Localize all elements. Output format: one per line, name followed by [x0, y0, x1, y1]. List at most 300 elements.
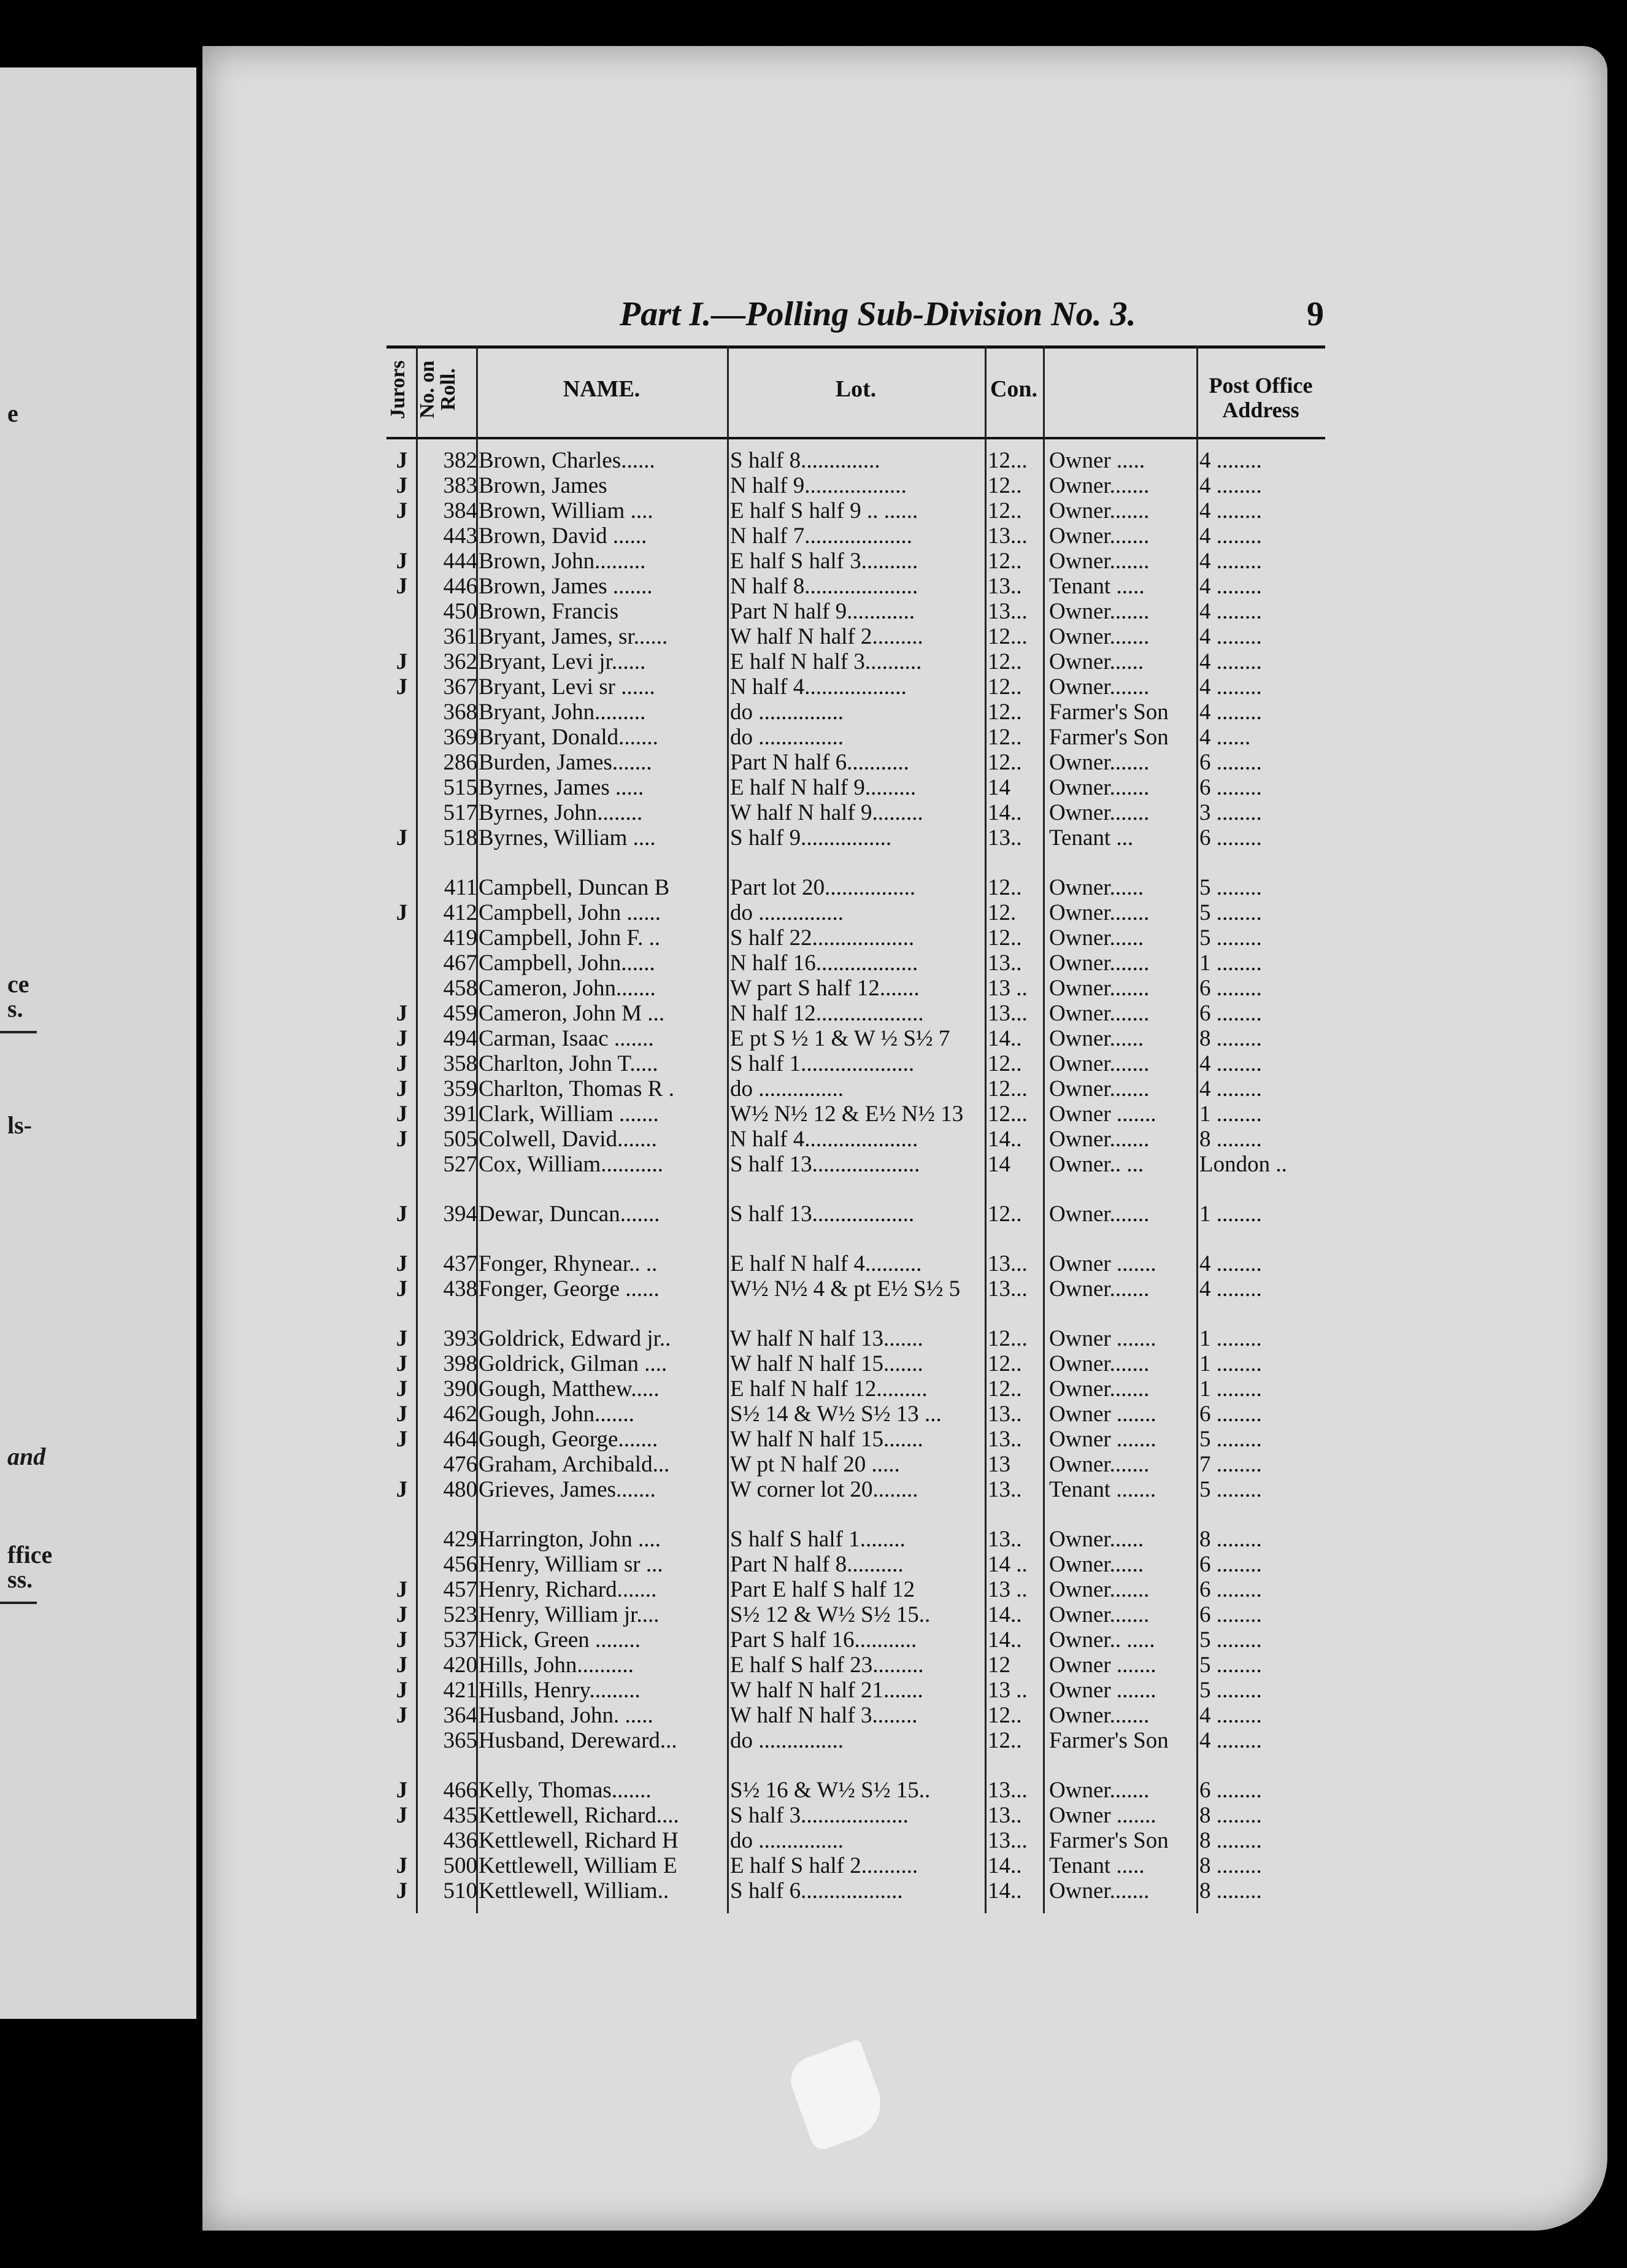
post-office-address: 4 ........ [1199, 599, 1262, 624]
table-row [387, 574, 1325, 599]
voter-name: Byrnes, James ..... [479, 775, 644, 800]
roll-number: 382 [443, 448, 477, 473]
post-office-address: 8 ........ [1199, 1803, 1262, 1828]
concession: 12. [988, 900, 1017, 925]
roll-number: 510 [443, 1878, 477, 1904]
roll-number: 480 [443, 1477, 477, 1502]
juror-mark: J [396, 1326, 408, 1351]
juror-mark: J [396, 1051, 408, 1076]
voter-name: Byrnes, William .... [479, 825, 656, 850]
concession: 12.. [988, 1703, 1022, 1728]
lot-description: W half N half 2......... [730, 624, 923, 649]
table-row [387, 1853, 1325, 1878]
voter-name: Hills, John.......... [479, 1653, 634, 1678]
post-office-address: 8 ........ [1199, 1828, 1262, 1853]
roll-number-column-header: No. on Roll. [416, 360, 460, 419]
juror-mark: J [396, 1276, 408, 1302]
post-office-address: 8 ........ [1199, 1527, 1262, 1552]
voter-status: Owner....... [1049, 473, 1150, 498]
table-row [387, 1653, 1325, 1678]
post-office-address: 5 ........ [1199, 1427, 1262, 1452]
lot-description: N half 8.................... [730, 574, 918, 599]
voter-status: Owner....... [1049, 599, 1150, 624]
roll-number: 537 [443, 1627, 477, 1653]
table-row [387, 1001, 1325, 1026]
voter-status: Owner ....... [1049, 1251, 1156, 1276]
post-office-address: 5 ........ [1199, 1477, 1262, 1502]
roll-number: 476 [443, 1452, 477, 1477]
lot-description: N half 4.................. [730, 674, 907, 700]
voter-name: Cameron, John....... [479, 976, 656, 1001]
lot-description: Part N half 8.......... [730, 1552, 904, 1577]
concession: 12... [988, 1076, 1028, 1101]
roll-number: 421 [443, 1678, 477, 1703]
post-office-address: 6 ........ [1199, 750, 1262, 775]
table-row [387, 674, 1325, 700]
name-column-header: NAME. [563, 376, 640, 402]
voter-status: Owner....... [1049, 1276, 1150, 1302]
concession: 13... [988, 1778, 1028, 1803]
voter-status: Owner...... [1049, 1026, 1144, 1051]
table-row [387, 1076, 1325, 1101]
voter-status: Owner....... [1049, 976, 1150, 1001]
voter-status: Tenant ....... [1049, 1477, 1156, 1502]
column-header-rule [387, 437, 1325, 439]
roll-number: 500 [443, 1853, 477, 1878]
roll-number: 443 [443, 523, 477, 549]
voters-table [387, 448, 1325, 1904]
concession: 14 [988, 1152, 1010, 1177]
concession: 12... [988, 448, 1028, 473]
voter-name: Goldrick, Edward jr.. [479, 1326, 671, 1351]
lot-description: E half S half 2.......... [730, 1853, 918, 1878]
roll-number: 450 [443, 599, 477, 624]
juror-mark: J [396, 1878, 408, 1904]
post-office-address: 8 ........ [1199, 1026, 1262, 1051]
roll-number: 505 [443, 1127, 477, 1152]
voter-name: Byrnes, John........ [479, 800, 643, 825]
table-row [387, 750, 1325, 775]
concession: 12.. [988, 750, 1022, 775]
voter-name: Campbell, John ...... [479, 900, 661, 925]
juror-mark: J [396, 549, 408, 574]
lot-description: W½ N½ 12 & E½ N½ 13 [730, 1101, 964, 1127]
lot-description: Part N half 9............ [730, 599, 915, 624]
voter-name: Kettlewell, Richard.... [479, 1803, 679, 1828]
lot-description: N half 7................... [730, 523, 912, 549]
voter-status: Owner....... [1049, 1202, 1150, 1227]
juror-mark: J [396, 1653, 408, 1678]
left-page-text: e [7, 399, 18, 427]
left-page-text: s. [7, 995, 23, 1022]
voter-name: Henry, Richard....... [479, 1577, 657, 1602]
lot-description: W half N half 15....... [730, 1351, 923, 1376]
voter-name: Charlton, Thomas R . [479, 1076, 674, 1101]
voter-status: Owner ....... [1049, 1678, 1156, 1703]
header-rule [387, 345, 1325, 349]
post-office-address: 1 ........ [1199, 1351, 1262, 1376]
juror-mark: J [396, 1477, 408, 1502]
roll-number: 393 [443, 1326, 477, 1351]
lot-description: W half N half 21....... [730, 1678, 923, 1703]
voter-name: Dewar, Duncan....... [479, 1202, 660, 1227]
post-office-address: 4 ........ [1199, 1703, 1262, 1728]
post-office-address: 6 ........ [1199, 976, 1262, 1001]
table-row [387, 1351, 1325, 1376]
roll-number: 362 [443, 649, 477, 674]
left-page-text: ffice [7, 1541, 53, 1568]
voter-status: Owner.. ..... [1049, 1627, 1155, 1653]
voter-name: Brown, Charles...... [479, 448, 655, 473]
table-row [387, 624, 1325, 649]
roll-number: 435 [443, 1803, 477, 1828]
section-gap [387, 1502, 1325, 1527]
voter-name: Bryant, John......... [479, 700, 646, 725]
left-page-text: ls- [7, 1111, 32, 1139]
lot-description: W corner lot 20........ [730, 1477, 918, 1502]
lot-description: W pt N half 20 ..... [730, 1452, 900, 1477]
roll-number: 286 [443, 750, 477, 775]
post-office-address: 6 ........ [1199, 1602, 1262, 1627]
roll-number: 527 [443, 1152, 477, 1177]
roll-number: 419 [443, 925, 477, 951]
lot-description: do ............... [730, 1076, 844, 1101]
juror-mark: J [396, 574, 408, 599]
roll-number: 365 [443, 1728, 477, 1753]
concession: 13.. [988, 1402, 1022, 1427]
voter-name: Gough, George....... [479, 1427, 658, 1452]
lot-description: S½ 12 & W½ S½ 15.. [730, 1602, 931, 1627]
table-row [387, 1678, 1325, 1703]
lot-description: W part S half 12....... [730, 976, 920, 1001]
juror-mark: J [396, 1577, 408, 1602]
concession: 12.. [988, 498, 1022, 523]
table-row [387, 1728, 1325, 1753]
voter-status: Owner ....... [1049, 1427, 1156, 1452]
page-title: Part I.—Polling Sub-Division No. 3. [620, 295, 1136, 333]
table-row [387, 498, 1325, 523]
voter-status: Owner....... [1049, 750, 1150, 775]
table-row [387, 1577, 1325, 1602]
voter-name: Fonger, Rhynear.. .. [479, 1251, 658, 1276]
voter-name: Brown, David ...... [479, 523, 647, 549]
voter-name: Hills, Henry......... [479, 1678, 640, 1703]
post-office-address: 6 ........ [1199, 1552, 1262, 1577]
concession: 13 .. [988, 976, 1028, 1001]
lot-description: Part S half 16........... [730, 1627, 917, 1653]
concession: 13 .. [988, 1577, 1028, 1602]
lot-description: S half 22.................. [730, 925, 915, 951]
lot-description: E half N half 4.......... [730, 1251, 922, 1276]
roll-number: 412 [443, 900, 477, 925]
post-office-address: London .. [1199, 1152, 1287, 1177]
table-row [387, 1251, 1325, 1276]
voter-status: Owner....... [1049, 1878, 1150, 1904]
concession: 13.. [988, 574, 1022, 599]
concession: 13 .. [988, 1678, 1028, 1703]
voter-status: Owner...... [1049, 649, 1144, 674]
voter-status: Owner...... [1049, 1552, 1144, 1577]
post-office-address: 1 ........ [1199, 1202, 1262, 1227]
post-office-address: 4 ........ [1199, 549, 1262, 574]
roll-number: 466 [443, 1778, 477, 1803]
voter-status: Owner...... [1049, 1527, 1144, 1552]
concession: 12.. [988, 1376, 1022, 1402]
lot-description: W half N half 9......... [730, 800, 923, 825]
voter-name: Brown, James [479, 473, 607, 498]
lot-description: S half 6.................. [730, 1878, 903, 1904]
voter-name: Brown, Francis [479, 599, 619, 624]
post-office-address: 4 ........ [1199, 574, 1262, 599]
concession: 14.. [988, 1853, 1022, 1878]
lot-description: do ............... [730, 700, 844, 725]
table-row [387, 523, 1325, 549]
voter-status: Owner....... [1049, 951, 1150, 976]
voter-status: Farmer's Son [1049, 700, 1169, 725]
juror-mark: J [396, 1627, 408, 1653]
post-office-address: 7 ........ [1199, 1452, 1262, 1477]
roll-number: 384 [443, 498, 477, 523]
juror-mark: J [396, 448, 408, 473]
table-row [387, 976, 1325, 1001]
concession: 14.. [988, 1602, 1022, 1627]
lot-description: E half N half 12......... [730, 1376, 928, 1402]
voter-name: Hick, Green ........ [479, 1627, 641, 1653]
lot-description: do ............... [730, 1728, 844, 1753]
post-office-address: 4 ........ [1199, 649, 1262, 674]
roll-number: 464 [443, 1427, 477, 1452]
voter-name: Burden, James....... [479, 750, 652, 775]
voter-name: Graham, Archibald... [479, 1452, 670, 1477]
table-row [387, 925, 1325, 951]
roll-number: 518 [443, 825, 477, 850]
concession: 14.. [988, 1627, 1022, 1653]
table-row [387, 448, 1325, 473]
juror-mark: J [396, 1251, 408, 1276]
concession: 13... [988, 1828, 1028, 1853]
post-office-address: 1 ........ [1199, 951, 1262, 976]
voter-name: Brown, William .... [479, 498, 653, 523]
concession: 13.. [988, 1477, 1022, 1502]
post-office-address: 4 ........ [1199, 448, 1262, 473]
concession: 13.. [988, 1427, 1022, 1452]
concession: 13... [988, 1001, 1028, 1026]
juror-mark: J [396, 674, 408, 700]
juror-mark: J [396, 1076, 408, 1101]
roll-number: 359 [443, 1076, 477, 1101]
concession: 12.. [988, 925, 1022, 951]
roll-number: 438 [443, 1276, 477, 1302]
section-gap [387, 1302, 1325, 1326]
post-office-column-header: Post Office Address [1209, 373, 1313, 422]
voter-name: Campbell, Duncan B [479, 875, 670, 900]
left-page-fragment [0, 68, 196, 2019]
lot-description: E pt S ½ 1 & W ½ S½ 7 [730, 1026, 950, 1051]
concession: 12.. [988, 1351, 1022, 1376]
voter-status: Owner.. ... [1049, 1152, 1144, 1177]
voter-status: Owner ....... [1049, 1101, 1156, 1127]
concession: 12... [988, 1101, 1028, 1127]
page-number: 9 [1307, 295, 1324, 333]
voter-name: Brown, James ....... [479, 574, 653, 599]
lot-description: W half N half 3........ [730, 1703, 918, 1728]
voter-name: Campbell, John F. .. [479, 925, 661, 951]
table-row [387, 599, 1325, 624]
voter-name: Harrington, John .... [479, 1527, 661, 1552]
post-office-address: 6 ........ [1199, 1402, 1262, 1427]
table-row [387, 1376, 1325, 1402]
table-row [387, 549, 1325, 574]
voter-status: Farmer's Son [1049, 1728, 1169, 1753]
table-row [387, 775, 1325, 800]
post-office-address: 8 ........ [1199, 1127, 1262, 1152]
voter-name: Henry, William sr ... [479, 1552, 663, 1577]
roll-number: 420 [443, 1653, 477, 1678]
voter-name: Bryant, Donald....... [479, 725, 658, 750]
table-row [387, 1127, 1325, 1152]
post-office-address: 6 ........ [1199, 1001, 1262, 1026]
lot-description: W half N half 15....... [730, 1427, 923, 1452]
roll-number: 411 [444, 875, 477, 900]
voter-status: Owner....... [1049, 498, 1150, 523]
juror-mark: J [396, 1678, 408, 1703]
lot-description: N half 4.................... [730, 1127, 918, 1152]
section-gap [387, 1227, 1325, 1251]
table-row [387, 1552, 1325, 1577]
voter-name: Husband, John. ..... [479, 1703, 653, 1728]
voter-name: Brown, John......... [479, 549, 646, 574]
juror-mark: J [396, 1427, 408, 1452]
juror-mark: J [396, 1127, 408, 1152]
concession: 14 [988, 775, 1010, 800]
concession: 13.. [988, 951, 1022, 976]
table-row [387, 1828, 1325, 1853]
concession: 12.. [988, 725, 1022, 750]
roll-number: 458 [443, 976, 477, 1001]
roll-number: 364 [443, 1703, 477, 1728]
lot-description: N half 9.................. [730, 473, 907, 498]
post-office-address: 8 ........ [1199, 1853, 1262, 1878]
table-row [387, 900, 1325, 925]
juror-mark: J [396, 1026, 408, 1051]
voter-status: Farmer's Son [1049, 725, 1169, 750]
post-office-address: 4 ........ [1199, 1051, 1262, 1076]
table-row [387, 1326, 1325, 1351]
concession: 12.. [988, 549, 1022, 574]
table-row [387, 649, 1325, 674]
lot-description: N half 16.................. [730, 951, 918, 976]
lot-description: W½ N½ 4 & pt E½ S½ 5 [730, 1276, 961, 1302]
voter-status: Owner....... [1049, 1778, 1150, 1803]
table-row [387, 725, 1325, 750]
left-page-text: and [7, 1443, 46, 1470]
lot-description: S½ 14 & W½ S½ 13 ... [730, 1402, 942, 1427]
left-page-text: ss. [7, 1565, 33, 1593]
post-office-address: 5 ........ [1199, 1678, 1262, 1703]
voter-status: Owner....... [1049, 1602, 1150, 1627]
concession: 12.. [988, 875, 1022, 900]
voter-name: Clark, William ....... [479, 1101, 659, 1127]
roll-number: 467 [443, 951, 477, 976]
lot-description: S half S half 1........ [730, 1527, 906, 1552]
roll-number: 457 [443, 1577, 477, 1602]
lot-column-header: Lot. [835, 376, 877, 402]
voter-name: Fonger, George ...... [479, 1276, 660, 1302]
roll-number: 436 [443, 1828, 477, 1853]
table-row [387, 1051, 1325, 1076]
voter-status: Owner....... [1049, 1703, 1150, 1728]
concession: 12... [988, 1326, 1028, 1351]
roll-number: 459 [443, 1001, 477, 1026]
voter-status: Owner....... [1049, 800, 1150, 825]
lot-description: S half 8.............. [730, 448, 880, 473]
voter-name: Kelly, Thomas....... [479, 1778, 652, 1803]
post-office-address: 6 ........ [1199, 1778, 1262, 1803]
post-office-address: 1 ........ [1199, 1376, 1262, 1402]
post-office-address: 4 ........ [1199, 523, 1262, 549]
table-row [387, 1527, 1325, 1552]
juror-mark: J [396, 900, 408, 925]
roll-number: 515 [443, 775, 477, 800]
voter-name: Bryant, Levi sr ...... [479, 674, 655, 700]
post-office-address: 4 ........ [1199, 1251, 1262, 1276]
concession: 12.. [988, 700, 1022, 725]
voter-status: Owner....... [1049, 1452, 1150, 1477]
table-row [387, 700, 1325, 725]
table-row [387, 1627, 1325, 1653]
table-row [387, 1477, 1325, 1502]
lot-description: E half S half 9 .. ...... [730, 498, 918, 523]
post-office-address: 6 ........ [1199, 825, 1262, 850]
post-office-address: 4 ........ [1199, 1276, 1262, 1302]
jurors-column-header: Jurors [387, 360, 409, 419]
voter-status: Farmer's Son [1049, 1828, 1169, 1853]
section-gap [387, 1177, 1325, 1202]
juror-mark: J [396, 1703, 408, 1728]
voter-status: Owner ....... [1049, 1402, 1156, 1427]
roll-number: 446 [443, 574, 477, 599]
lot-description: S half 3................... [730, 1803, 909, 1828]
concession: 14.. [988, 1127, 1022, 1152]
concession: 14.. [988, 800, 1022, 825]
table-row [387, 1202, 1325, 1227]
post-office-address: 8 ........ [1199, 1878, 1262, 1904]
voter-name: Husband, Dereward... [479, 1728, 677, 1753]
concession: 14.. [988, 1026, 1022, 1051]
voter-name: Charlton, John T..... [479, 1051, 658, 1076]
juror-mark: J [396, 1853, 408, 1878]
roll-number: 444 [443, 549, 477, 574]
voter-name: Kettlewell, William E [479, 1853, 677, 1878]
post-office-address: 4 ........ [1199, 473, 1262, 498]
concession: 12.. [988, 1728, 1022, 1753]
juror-mark: J [396, 1001, 408, 1026]
lot-description: S half 13................... [730, 1152, 920, 1177]
juror-mark: J [396, 1602, 408, 1627]
voter-name: Kettlewell, William.. [479, 1878, 669, 1904]
lot-description: E half S half 23......... [730, 1653, 924, 1678]
voter-status: Owner ....... [1049, 1803, 1156, 1828]
post-office-address: 4 ........ [1199, 1728, 1262, 1753]
concession: 12.. [988, 674, 1022, 700]
roll-number: 367 [443, 674, 477, 700]
table-row [387, 1276, 1325, 1302]
lot-description: S½ 16 & W½ S½ 15.. [730, 1778, 931, 1803]
lot-description: E half N half 3.......... [730, 649, 922, 674]
post-office-address: 1 ........ [1199, 1326, 1262, 1351]
juror-mark: J [396, 649, 408, 674]
concession: 12.. [988, 649, 1022, 674]
